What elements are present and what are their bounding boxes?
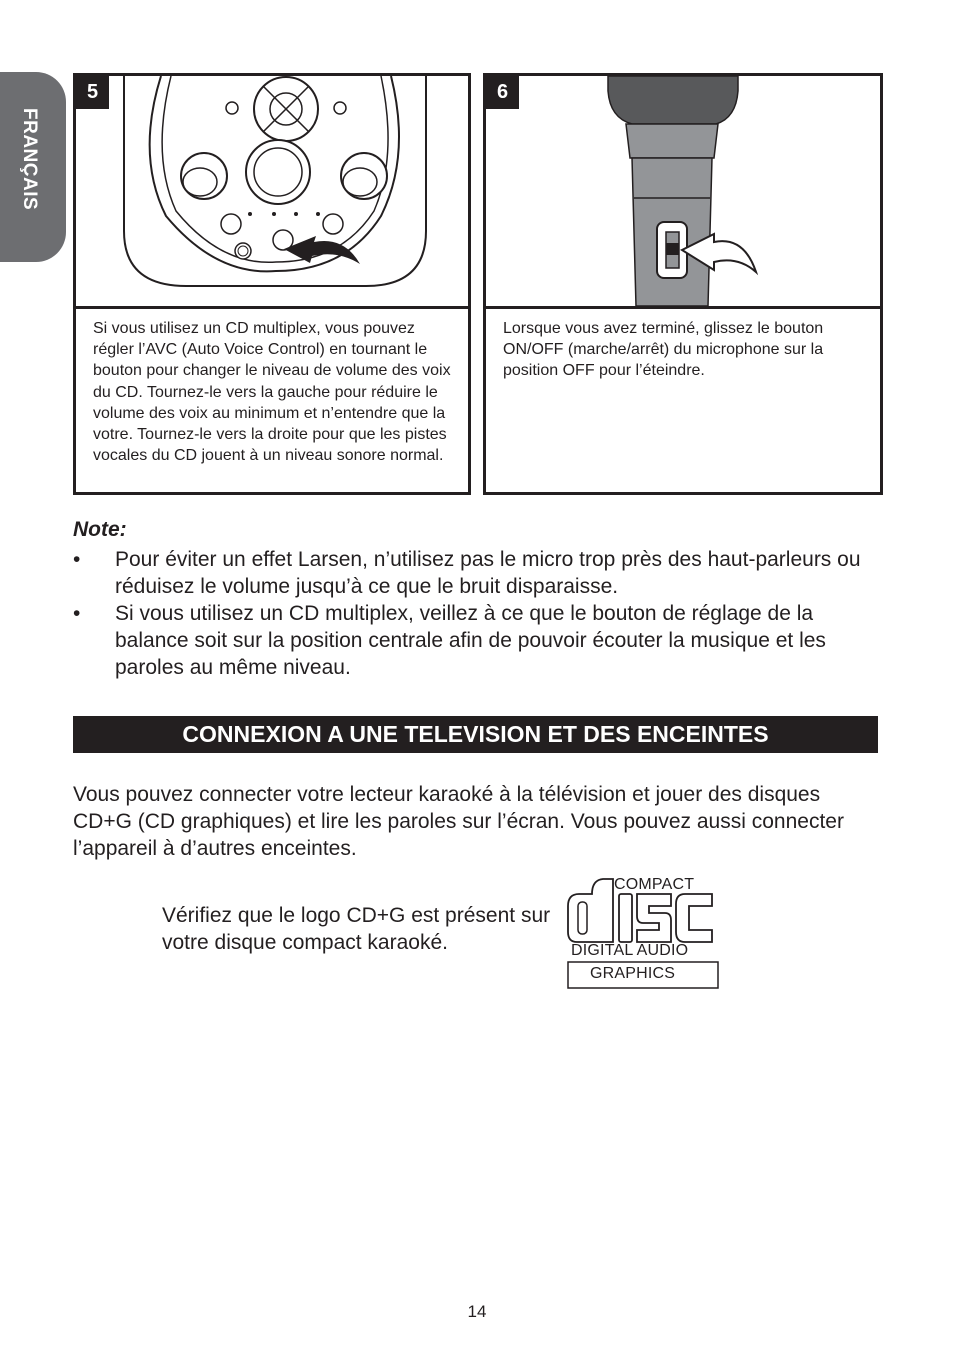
note-item-text: Si vous utilisez un CD multiplex, veillez à ce que le bouton de réglage de la balance soit sur la position centrale afin de pouvoir écouter la musique et les paroles au même niveau. <box>115 602 826 679</box>
bullet-icon: • <box>73 548 81 571</box>
page-number: 14 <box>467 1302 487 1321</box>
bullet-icon: • <box>73 602 81 625</box>
step-5-description: Si vous utilisez un CD multiplex, vous pouvez régler l’AVC (Auto Voice Control) en tournant le bouton pour changer le niveau de volume des voix du CD. Tournez-le vers la gauche pour réduire le volume des voix au minimum et n’entendre que la votre. Tournez-le vers la droite pour que les pistes vocales du CD jouent à un niveau sonore normal. <box>93 320 451 465</box>
microphone-illustration <box>486 76 880 309</box>
note-list <box>73 546 883 681</box>
language-label: FRANÇAIS <box>19 108 40 211</box>
logo-check-text: Vérifiez que le logo CD+G est présent sur votre disque compact karaoké. <box>162 904 551 954</box>
list-item <box>73 600 883 681</box>
logo-graphics-text: GRAPHICS <box>590 965 676 982</box>
note-item-text: Pour éviter un effet Larsen, n’utilisez pas le micro trop près des haut-parleurs ou réduisez le volume jusqu’à ce que le bruit disparaisse. <box>115 548 861 598</box>
logo-compact-text: COMPACT <box>614 876 695 893</box>
section-intro: Vous pouvez connecter votre lecteur karaoké à la télévision et jouer des disques CD+G (CD graphiques) et lire les paroles sur l’écran. Vous pouvez aussi connecter l’appareil à d’autres enceintes. <box>73 783 844 860</box>
step-number: 6 <box>486 76 519 109</box>
step-number: 5 <box>76 76 109 109</box>
section-heading: CONNEXION A UNE TELEVISION ET DES ENCEINTES <box>73 716 878 753</box>
list-item <box>73 546 883 600</box>
language-side-tab <box>0 72 66 262</box>
step-6-panel <box>483 73 883 495</box>
compact-disc-graphics-logo <box>565 876 721 992</box>
karaoke-machine-illustration <box>76 76 468 309</box>
step-6-description: Lorsque vous avez terminé, glissez le bouton ON/OFF (marche/arrêt) du microphone sur la position OFF pour l’éteindre. <box>503 320 824 380</box>
step-5-panel <box>73 73 471 495</box>
note-title: Note: <box>73 518 127 541</box>
logo-digital-audio-text: DIGITAL AUDIO <box>571 942 689 959</box>
